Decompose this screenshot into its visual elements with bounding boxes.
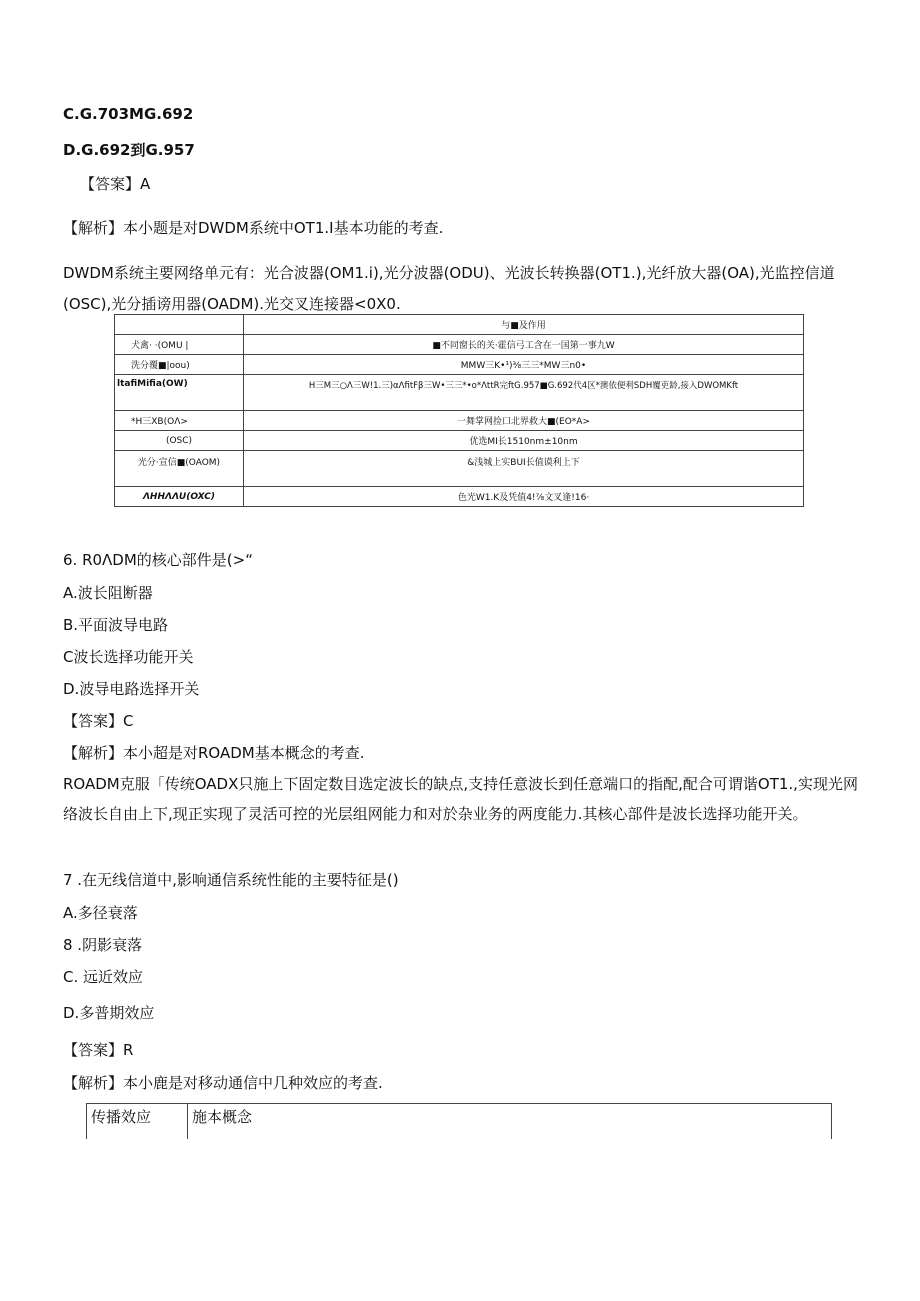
table-cell: H三M三○Λ三W!1.三)αΛfitFβ三W•三三*•o*ΛttR完ftG.957■G.692代4区*澳依便利SDH覆吏龄,接入DWOMKft (244, 375, 804, 411)
table-cell: (OSC) (115, 431, 244, 451)
table-row (115, 451, 804, 487)
q5-body-line2: (OSC),光分插谤用器(OADM).光交叉连接器<0X0. (63, 295, 401, 313)
table-row (87, 1104, 832, 1140)
q5-option-d: D.G.692到G.957 (63, 141, 195, 159)
table-row (115, 411, 804, 431)
table-cell: 一舞掌网捡口北界救大■(EO*A> (244, 411, 804, 431)
table-row (115, 487, 804, 507)
table-cell: 洗分覆■|oou) (115, 355, 244, 375)
table-cell: 光分·宣信■(OAOM) (115, 451, 244, 487)
q7-option-d: D.多普期效应 (63, 1004, 155, 1022)
q7-question: 7 .在无线信道中,影响通信系统性能的主要特征是() (63, 871, 399, 889)
table-row (115, 315, 804, 335)
q7-option-b: 8 .阴影衰落 (63, 936, 143, 954)
q7-option-c: C. 远近效应 (63, 968, 144, 986)
q6-option-c: C波长选择功能开关 (63, 648, 194, 666)
q5-body-line1: DWDM系统主要网络单元有：光合波器(OM1.i),光分波器(ODU)、光波长转换器(OT1.),光纤放大器(OA),光监控信道 (63, 264, 835, 282)
q6-option-b: B.平面波导电路 (63, 616, 169, 634)
dwdm-units-table (114, 314, 804, 507)
table-cell (115, 315, 244, 335)
q6-body: ROADM克服「传统OADX只施上下固定数目选定波长的缺点,支持任意波长到任意端口的指配,配合可谓谐OT1.,实现光网络波长自由上下,现正实现了灵活可控的光层组网能力和对於杂业务的两度能力.其核心部件是波长选择功能开关。 (63, 775, 858, 823)
q6-question: 6. R0ΛDM的核心部件是(>“ (63, 551, 253, 569)
q6-option-a: A.波长阻断器 (63, 584, 153, 602)
q6-analysis: 【解析】本小超是对ROADM基本概念的考查. (63, 744, 365, 762)
q5-answer: 【答案】A (80, 175, 151, 193)
table-cell: ltafiMifia(OW) (115, 375, 244, 411)
q7-option-a: A.多径衰落 (63, 904, 138, 922)
table-row (115, 335, 804, 355)
q6-answer: 【答案】C (63, 712, 134, 730)
table-cell: MMW三K•¹)⅜三三*MW三n0• (244, 355, 804, 375)
q5-analysis: 【解析】本小题是对DWDM系统中OT1.I基本功能的考查. (63, 219, 444, 237)
propagation-effects-table (86, 1103, 832, 1139)
q5-option-c: C.G.703MG.692 (63, 105, 194, 123)
table-cell: 施本概念 (188, 1104, 832, 1140)
table-row (115, 375, 804, 411)
table-row (115, 355, 804, 375)
table-cell: 犬禽· ·(OMU | (115, 335, 244, 355)
table-cell: *H三XB(OΛ> (115, 411, 244, 431)
table-cell: 优选MI长1510nm±10nm (244, 431, 804, 451)
q6-option-d: D.波导电路选择开关 (63, 680, 200, 698)
table-cell: ■不同窗长的关·霍信弓工含在一国第一事九W (244, 335, 804, 355)
table-cell: ΛHHΛΛU(OXC) (115, 487, 244, 507)
q7-analysis: 【解析】本小鹿是对移动通信中几种效应的考查. (63, 1074, 383, 1092)
table-cell: &浅城上实BUI长值谟利上下 (244, 451, 804, 487)
table-row (115, 431, 804, 451)
table-cell: 传播效应 (87, 1104, 188, 1140)
table-cell: 色光W1.K及凭值4!⅞文叉逢!16· (244, 487, 804, 507)
table-cell: 与■及作用 (244, 315, 804, 335)
q7-answer: 【答案】R (63, 1041, 134, 1059)
